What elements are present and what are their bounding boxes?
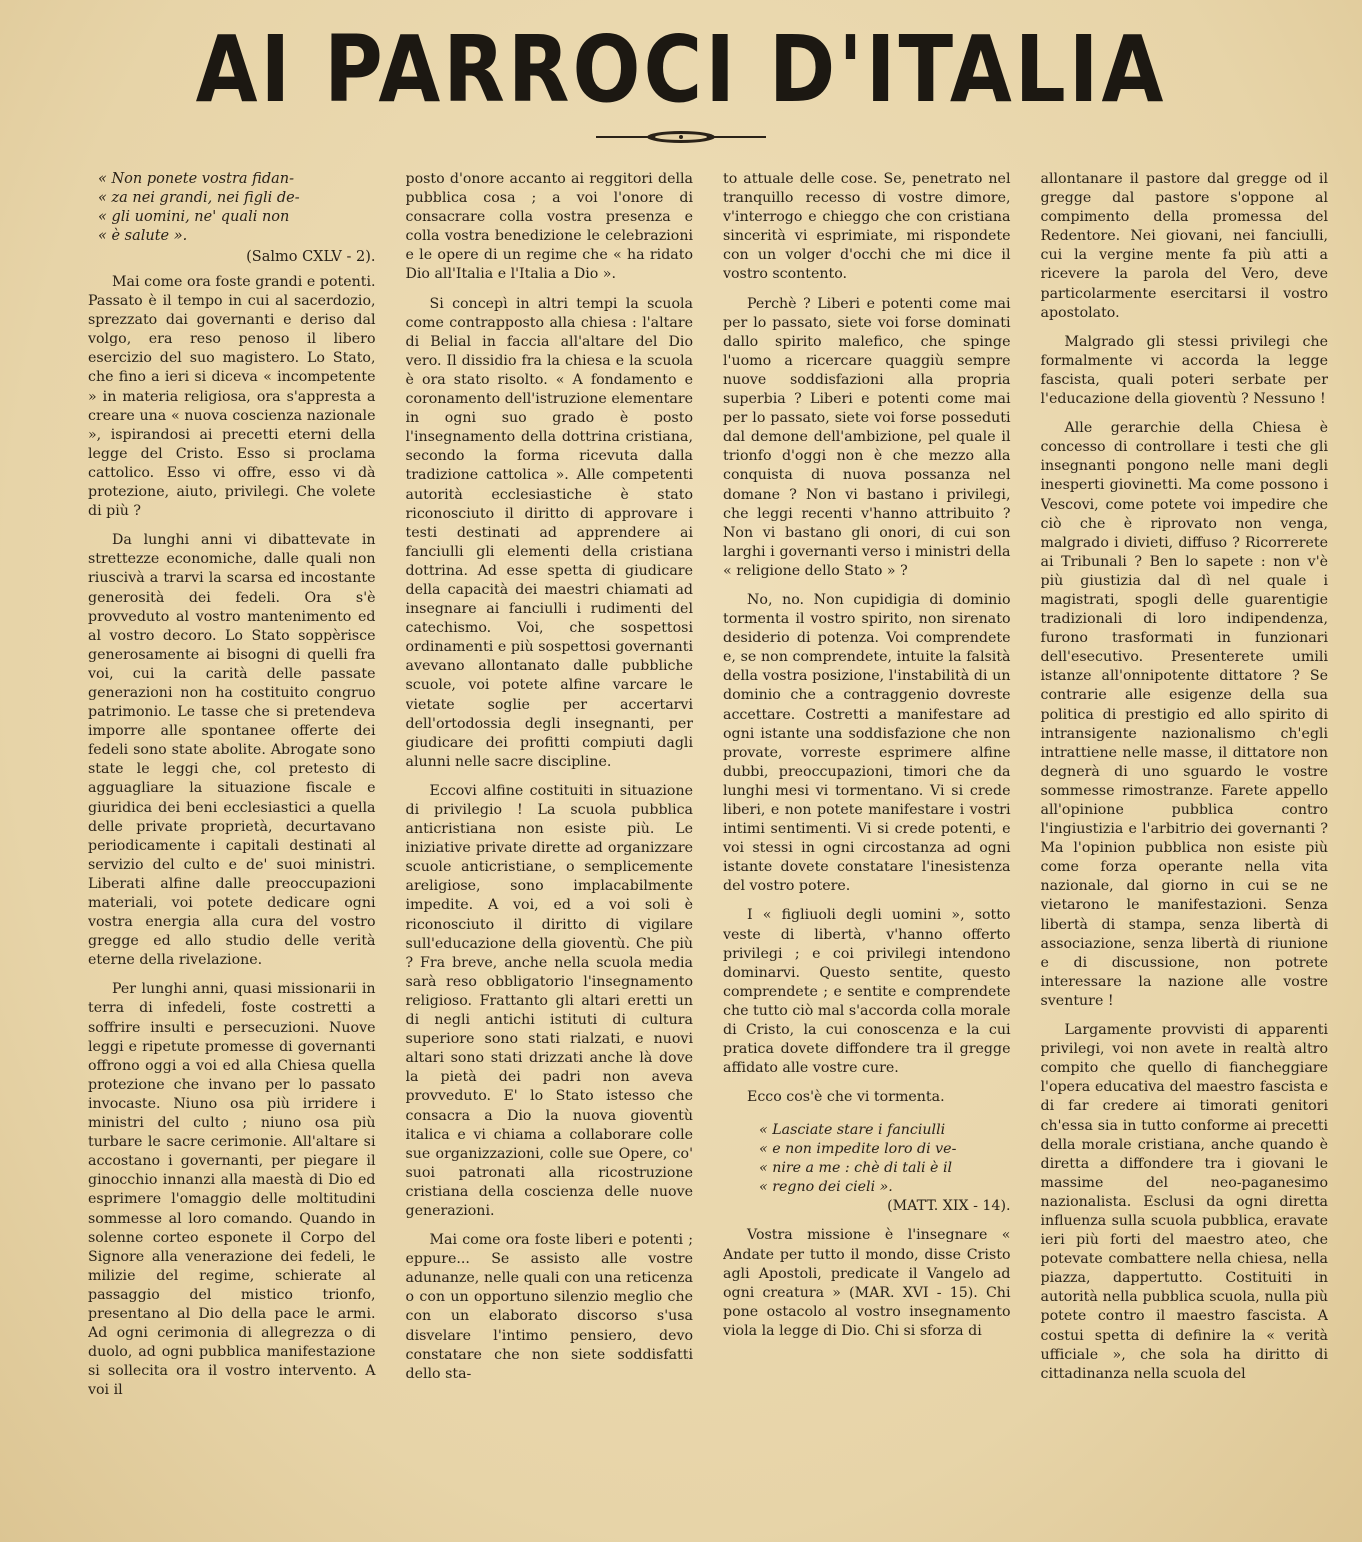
paragraph: Da lunghi anni vi dibattevate in strettezze economiche, dalle quali non riuscivà a trarvi la scarsa ed incostante generosità dei fedeli. Ora s'è provveduto al vostro mantenimento ed al vostro decoro. Lo Stato soppèrisce generosamente ai bisogni di quelli fra voi, cui la carità delle passate generazioni non ha costituito congruo patrimonio. Le tasse che si pretendeva imporre alle spontanee offerte dei fedeli sono state abolite. Abrogate sono state le leggi che, col pretesto di agguagliare la situazione fiscale e giuridica dei beni ecclesiastici a quella delle private proprietà, decurtavano periodicamente i capitali destinati al servizio del culto e de' suoi ministri. Liberati alfine dalle preoccupazioni materiali, voi potete dedicare ogni vostra energia alla cura del vostro gregge ed allo studio delle verità eterne della rivelazione.	[88, 532, 376, 969]
scripture-quote	[723, 1121, 1011, 1197]
paragraph: to attuale delle cose. Se, penetrato nel tranquillo recesso di vostre dimore, v'interrogo e chieggo che con cristiana sincerità vi esprimiate, mi rispondete con un volger d'occhi che mi dice il vostro scontento.	[723, 171, 1011, 283]
epigraph-line: « za nei grandi, nei figli de-	[98, 190, 300, 206]
paragraph: Alle gerarchie della Chiesa è concesso di controllare i testi che gli insegnanti pongono nelle mani degli inesperti giovinetti. Ma come possono i Vescovi, come potete voi impedire che ciò che è riprovato non venga, malgrado i divieti, diffuso ? Ricorrerete ai Tribunali ? Ben lo sapete : non v'è più giustizia dal dì nel quale i magistrati, spogli delle guarentigie tradizionali di loro indipendenza, furono trasformati in funzionari dell'esecutivo. Presenterete umili istanze all'onnipotente dittatore ? Se contrarie alle esigenze della sua politica di prestigio ed allo spirito di intransigente nazionalismo ch'egli intrattiene nelle masse, il dittatore non degnerà di uno sguardo le vostre sommesse rimostranze. Farete appello all'opinione pubblica contro l'ingiustizia e l'arbitrio dei governanti ? Ma l'opinion pubblica non esiste più come forza operante nella vita nazionale, dal giorno in cui se ne vietarono le manifestazioni. Senza libertà di stampa, senza libertà di associazione, senza libertà di riunione e di discussione, non potrete interessare la nazione alle vostre sventure !	[1040, 420, 1328, 1009]
epigraph-line: « Non ponete vostra fidan-	[98, 171, 295, 187]
column-2	[406, 170, 694, 1530]
paragraph: Ecco cos'è che vi tormenta.	[747, 1089, 945, 1106]
paragraph: Perchè ? Liberi e potenti come mai per lo passato, siete voi forse dominati dallo spirito malefico, che spinge l'uomo a ricercare quaggiù sempre nuove soddisfazioni alla propria superbia ? Liberi e potenti come mai per lo passato, siete voi forse posseduti dal demone dell'ambizione, pel quale il trionfo d'oggi non è che mezzo alla conquista di nuova possanza nel domane ? Non vi bastano i privilegi, che leggi recenti v'hanno attribuito ? Non vi bastano gli onori, di cui son larghi i governanti verso i ministri della « religione dello Stato » ?	[723, 295, 1011, 579]
page-title: AI PARROCI D'ITALIA	[195, 15, 1167, 123]
paragraph: Si concepì in altri tempi la scuola come contrapposto alla chiesa : l'altare di Belial in faccia all'altare del Dio vero. Il dissidio fra la chiesa e la scuola è ora stato risolto. « A fondamento e coronamento dell'istruzione elementare in ogni suo grado è posto l'insegnamento della dottrina cristiana, secondo la forma ricevuta dalla tradizione cattolica ». Alle competenti autorità ecclesiastiche è stato riconosciuto il diritto di approvare i testi destinati ad apprendere ai fanciulli gli elementi della cristiana dottrina. Ad esse spetta di giudicare della capacità dei maestri chiamati ad insegnare ai fanciulli i rudimenti del catechismo. Voi, che sospettosi ordinamenti e più sospettosi governanti avevano allontanato dalle pubbliche scuole, voi potete alfine varcare le vietate soglie per accertarvi dell'ortodossia degli insegnanti, per giudicare dei profitti compiuti dagli alunni nelle sacre discipline.	[405, 295, 693, 770]
epigraph-line: « è salute ».	[98, 228, 188, 244]
epigraph-citation: (Salmo CXLV - 2).	[246, 249, 376, 265]
paragraph: Eccovi alfine costituiti in situazione di privilegio ! La scuola pubblica anticristiana non esiste più. Le iniziative private dirette ad organizzare scuole anticristiane, o semplicemente areligiose, sono implacabilmente impedite. A voi, ed a voi soli è riconosciuto il diritto di vigilare sull'educazione della gioventù. Che più ? Fra breve, anche nella scuola media sarà reso obbligatorio l'insegnamento religioso. Frattanto gli altari eretti un di negli antichi istituti di cultura superiore sono stati rialzati, e nuovi altari sono stati drizzati anche là dove la pietà dei padri non aveva provveduto. E' lo Stato istesso che consacra a Dio la nuova gioventù italica e vi chiama a collaborare colle sue organizzazioni, colle sue Opere, co' suoi patronati alla ricostruzione cristiana della coscienza delle nuove generazioni.	[405, 782, 693, 1219]
title-ornament	[596, 128, 766, 146]
article-columns	[88, 170, 1328, 1530]
paragraph: Malgrado gli stessi privilegi che formalmente vi accorda la legge fascista, quali poteri serbate per l'educazione della gioventù ? Nessuno !	[1040, 333, 1328, 408]
column-1	[88, 170, 376, 1530]
column-4	[1041, 170, 1329, 1530]
paragraph: Mai come ora foste grandi e potenti. Passato è il tempo in cui al sacerdozio, sprezzato dai governanti e deriso dal volgo, era reso penoso il libero esercizio del suo magistero. Lo Stato, che fino a ieri si diceva « incompetente » in materia religiosa, ora s'appresta a creare una « nuova coscienza nazionale », ispirandosi ai precetti eterni della legge del Cristo. Esso si proclama cattolico. Esso vi offre, esso vi dà protezione, aiuto, privilegi. Che volete di più ?	[88, 274, 376, 520]
paragraph: Largamente provvisti di apparenti privilegi, voi non avete in realtà altro compito che quello di fiancheggiare l'opera educativa del maestro fascista e di far credere ai timorati genitori ch'essa sia in tutto conforme ai precetti della morale cristiana, anche quando è diretta a diffondere tra i giovani le massime del neo-paganesimo nazionalista. Esclusi da ogni diretta influenza sulla scuola pubblica, eravate ieri più forti del maestro ateo, che potevate combattere nella chiesa, nella piazza, dappertutto. Costituiti in autorità nella pubblica scuola, nulla più potete contro il maestro fascista. A costui spetta di definire la « verità ufficiale », che sola ha diritto di cittadinanza nella scuola del	[1040, 1022, 1328, 1382]
quote-line: « e non impedite loro di ve-	[759, 1141, 957, 1158]
paragraph: Vostra missione è l'insegnare « Andate per tutto il mondo, disse Cristo agli Apostoli, predicate il Vangelo ad ogni creatura » (MAR. XVI - 15). Chi pone ostacolo al vostro insegnamento viola la legge di Dio. Chi si sforza di	[723, 1227, 1011, 1339]
quote-citation: (MATT. XIX - 14).	[887, 1198, 1011, 1215]
column-3	[723, 170, 1011, 1530]
paragraph: posto d'onore accanto ai reggitori della pubblica cosa ; a voi l'onore di consacrare colla vostra presenza e colla vostra benedizione le celebrazioni e le opere di un regime che « ha ridato Dio all'Italia e l'Italia a Dio ».	[405, 171, 693, 283]
quote-line: « Lasciate stare i fanciulli	[759, 1122, 946, 1139]
paragraph: No, no. Non cupidigia di dominio tormenta il vostro spirito, non sirenato desiderio di potenza. Voi comprendete e, se non comprendete, intuite la falsità della vostra posizione, l'instabilità di un dominio che a contraggenio dovreste accettare. Costretti a manifestare ad ogni istante una soddisfazione che non provate, vorreste esprimere alfine dubbi, preoccupazioni, timori che da lunghi mesi vi tormentano. Vi si crede liberi, e non potete manifestare i vostri intimi sentimenti. Vi si crede potenti, e voi stessi in ogni circostanza ad ogni istante dovete constatare l'inesistenza del vostro potere.	[723, 591, 1011, 895]
epigraph-line: « gli uomini, ne' quali non	[98, 209, 290, 225]
paragraph: Mai come ora foste liberi e potenti ; eppure... Se assisto alle vostre adunanze, nelle quali con una reticenza o con un opportuno silenzio meglio che con un elaborato discorso s'usa disvelare l'intimo pensiero, devo constatare che non siete soddisfatti dello sta-	[405, 1232, 693, 1382]
quote-line: « regno dei cieli ».	[759, 1179, 893, 1196]
paragraph: allontanare il pastore dal gregge od il gregge dal pastore s'oppone al compimento della promessa del Redentore. Nei giovani, nei fanciulli, cui la vergine mente fa più atti a ricevere la parola del Vero, deve particolarmente esercitarsi il vostro apostolato.	[1040, 171, 1328, 321]
paragraph: Per lunghi anni, quasi missionarii in terra di infedeli, foste costretti a soffrire insulti e persecuzioni. Nuove leggi e ripetute promesse di governanti offrono oggi a voi ed alla Chiesa quella protezione che invano per lo passato invocaste. Niuno osa più irridere i ministri del culto ; niuno osa più turbare le sacre cerimonie. All'altare si accostano i governanti, per piegare il ginocchio innanzi alla maestà di Dio ed esprimere l'omaggio delle moltitudini sommesse al loro comando. Quando in solenne corteo esponete il Corpo del Signore alla venerazione dei fedeli, le milizie del regime, schierate al passaggio del mistico trionfo, presentano al Dio della pace le armi. Ad ogni cerimonia di allegrezza o di duolo, ad ogni pubblica manifestazione si sollecita ora il vostro intervento. A voi il	[88, 981, 376, 1399]
paragraph: I « figliuoli degli uomini », sotto veste di libertà, v'hanno offerto privilegi ; e coi privilegi intendono dominarvi. Questo sentite, questo comprendete ; e sentite e comprendete che tutto ciò mal s'accorda colla morale di Cristo, la cui conoscenza e la cui pratica dovete diffondere tra il gregge affidato alle vostre cure.	[723, 907, 1011, 1077]
quote-line: « nire a me : chè di tali è il	[759, 1160, 953, 1177]
epigraph	[88, 170, 376, 246]
